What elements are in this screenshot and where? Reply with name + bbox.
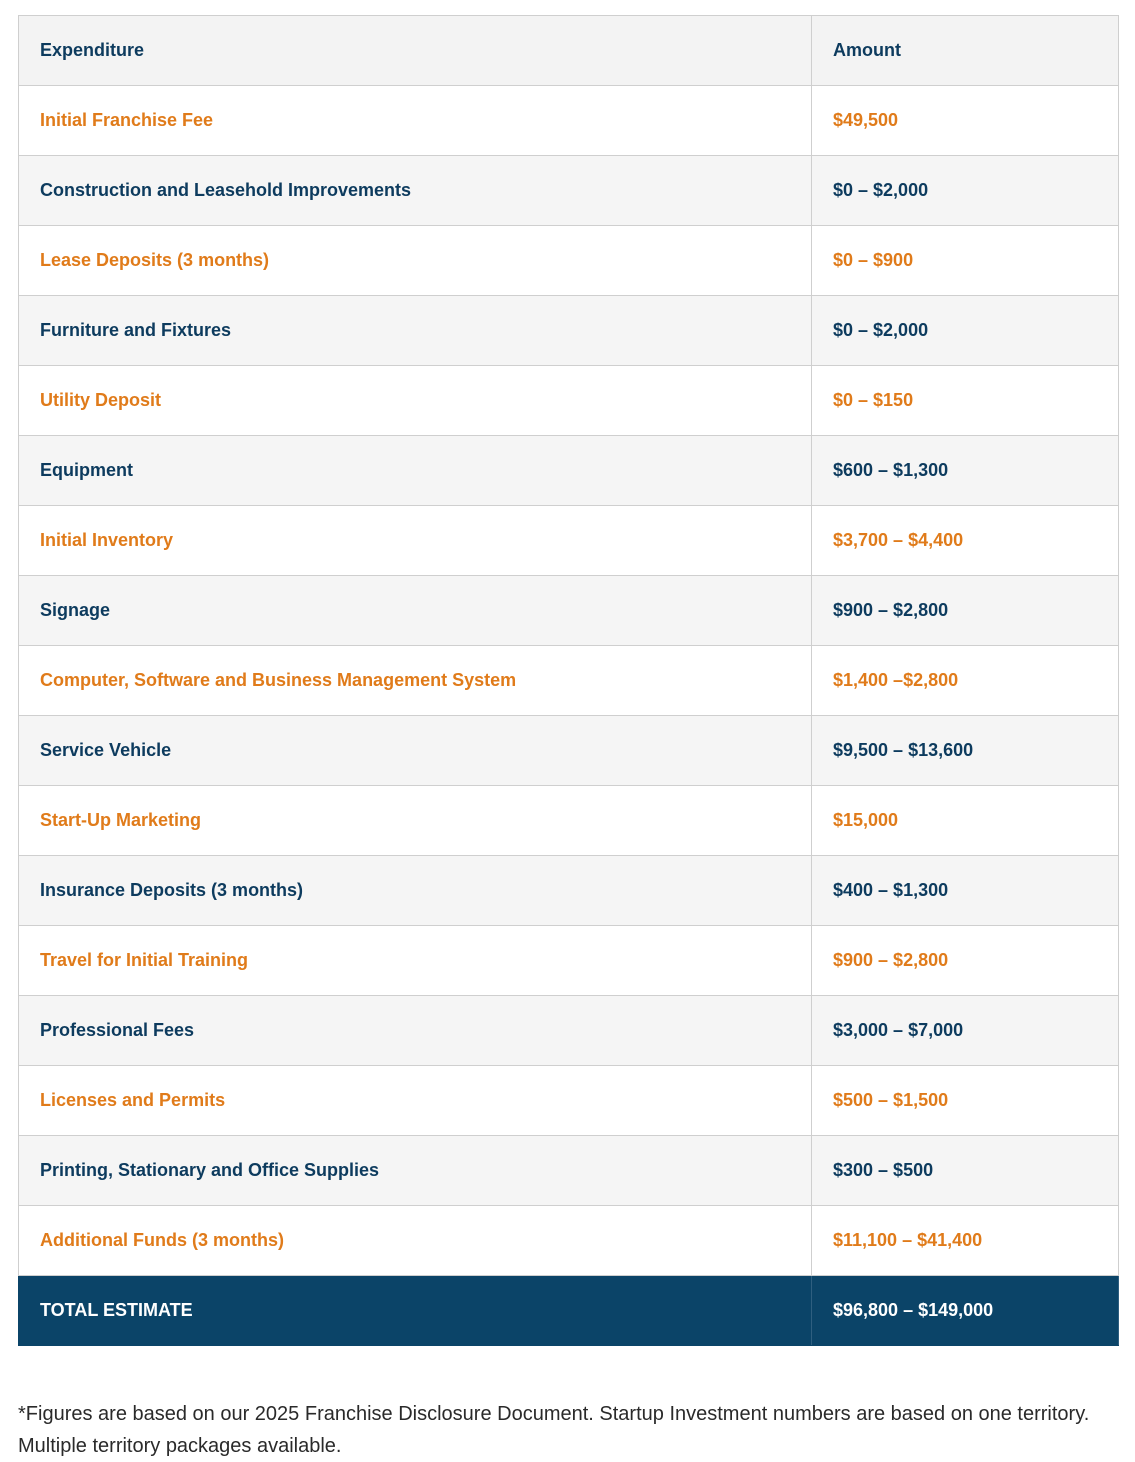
expenditure-cell: Initial Inventory [19,506,812,576]
amount-cell: $9,500 – $13,600 [812,716,1119,786]
amount-cell: $400 – $1,300 [812,856,1119,926]
amount-cell: $600 – $1,300 [812,436,1119,506]
amount-cell: $3,000 – $7,000 [812,996,1119,1066]
table-row [19,366,1119,436]
amount-cell: $15,000 [812,786,1119,856]
expenditure-cell: Computer, Software and Business Management System [19,646,812,716]
expenditure-cell: Additional Funds (3 months) [19,1206,812,1276]
expenditure-cell: Printing, Stationary and Office Supplies [19,1136,812,1206]
table-row [19,296,1119,366]
table-row [19,716,1119,786]
column-header-expenditure: Expenditure [19,16,812,86]
expenditure-cell: Utility Deposit [19,366,812,436]
table-row [19,436,1119,506]
table-row [19,1136,1119,1206]
total-label: TOTAL ESTIMATE [19,1276,812,1346]
table-row [19,856,1119,926]
expenditure-cell: Service Vehicle [19,716,812,786]
amount-cell: $900 – $2,800 [812,576,1119,646]
amount-cell: $900 – $2,800 [812,926,1119,996]
amount-cell: $49,500 [812,86,1119,156]
amount-cell: $0 – $900 [812,226,1119,296]
table-row [19,86,1119,156]
table-row [19,1066,1119,1136]
amount-cell: $1,400 –$2,800 [812,646,1119,716]
table-row [19,156,1119,226]
amount-cell: $300 – $500 [812,1136,1119,1206]
column-header-amount: Amount [812,16,1119,86]
amount-cell: $500 – $1,500 [812,1066,1119,1136]
expenditure-cell: Signage [19,576,812,646]
table-row [19,926,1119,996]
expenditure-cell: Furniture and Fixtures [19,296,812,366]
expenditure-cell: Insurance Deposits (3 months) [19,856,812,926]
amount-cell: $11,100 – $41,400 [812,1206,1119,1276]
table-row [19,506,1119,576]
table-row [19,786,1119,856]
investment-table-container [18,15,1118,1346]
expenditure-cell: Initial Franchise Fee [19,86,812,156]
total-row [19,1276,1119,1346]
total-amount: $96,800 – $149,000 [812,1276,1119,1346]
expenditure-cell: Lease Deposits (3 months) [19,226,812,296]
amount-cell: $0 – $150 [812,366,1119,436]
expenditure-cell: Equipment [19,436,812,506]
table-row [19,576,1119,646]
footnote: *Figures are based on our 2025 Franchise Disclosure Document. Startup Investment numbers are based on one territory. Multiple territory packages available. [18,1403,1090,1457]
table-row [19,226,1119,296]
expenditure-cell: Start-Up Marketing [19,786,812,856]
table-row [19,646,1119,716]
expenditure-cell: Professional Fees [19,996,812,1066]
expenditure-cell: Licenses and Permits [19,1066,812,1136]
table-row [19,996,1119,1066]
amount-cell: $0 – $2,000 [812,296,1119,366]
investment-table [18,15,1119,1346]
amount-cell: $3,700 – $4,400 [812,506,1119,576]
table-row [19,1206,1119,1276]
amount-cell: $0 – $2,000 [812,156,1119,226]
expenditure-cell: Travel for Initial Training [19,926,812,996]
expenditure-cell: Construction and Leasehold Improvements [19,156,812,226]
table-header-row [19,16,1119,86]
